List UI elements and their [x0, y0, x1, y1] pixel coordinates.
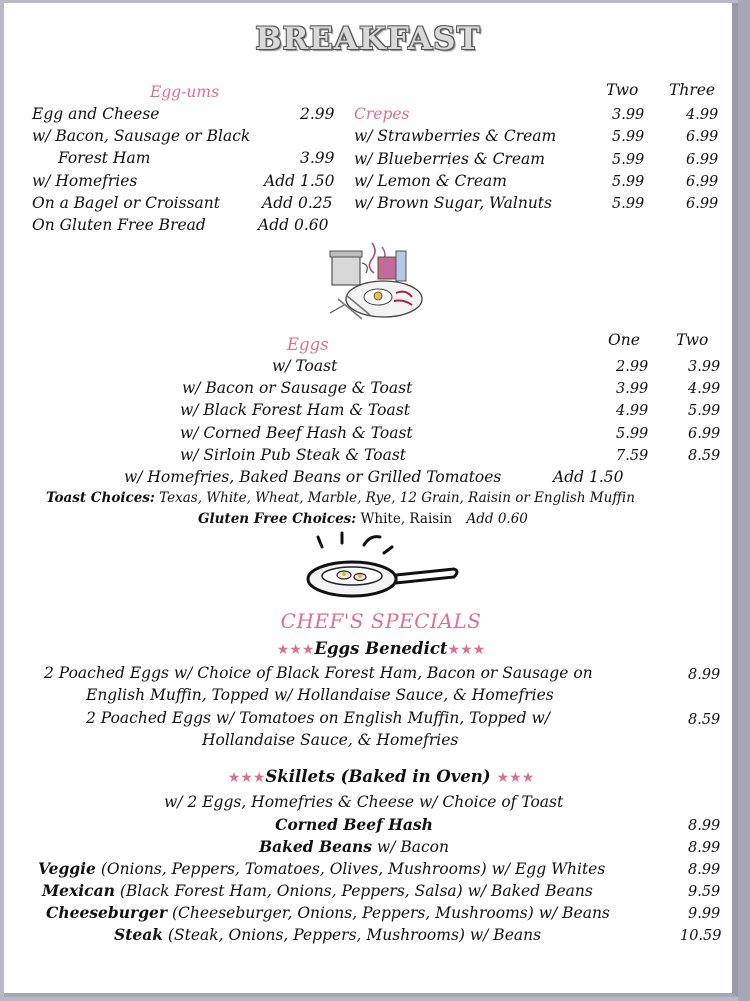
benedict-desc: Hollandaise Sauce, & Homefries	[202, 731, 459, 749]
gluten-free-price: Add 0.60	[466, 511, 528, 527]
egg-ums-price: 3.99	[300, 149, 335, 167]
skillet-name: Baked Beans	[259, 837, 372, 856]
skillets-heading	[4, 767, 750, 786]
skillet-desc: w/ Bacon	[372, 838, 449, 856]
crepes-col-two: Two	[606, 81, 639, 99]
star-icon: ★★★	[227, 770, 266, 786]
benedict-desc: 2 Poached Eggs w/ Tomatoes on English Muffin, Topped w/	[86, 709, 551, 727]
crepes-item: w/ Lemon & Cream	[354, 172, 507, 190]
eggs-benedict-heading	[4, 639, 750, 658]
crepes-price-two: 3.99	[612, 107, 645, 123]
gluten-free-choices	[198, 511, 528, 527]
skillet-item	[4, 837, 704, 856]
page-title: BREAKFAST	[255, 21, 481, 57]
eggs-price-one: 5.99	[616, 426, 649, 442]
toast-choices	[46, 490, 635, 506]
skillet-price: 9.59	[688, 884, 721, 900]
skillet-item	[4, 815, 704, 834]
skillets-title: Skillets (Baked in Oven)	[265, 767, 491, 786]
menu-page	[4, 3, 738, 997]
eggs-price-one: 2.99	[616, 359, 649, 375]
benedict-desc: 2 Poached Eggs w/ Choice of Black Forest Ham, Bacon or Sausage on	[44, 664, 593, 682]
crepes-price-two: 5.99	[612, 152, 645, 168]
crepes-price-three: 4.99	[686, 107, 719, 123]
eggs-price-two: 8.59	[688, 448, 721, 464]
eggs-item: w/ Sirloin Pub Steak & Toast	[180, 446, 407, 464]
eggs-benedict-title: Eggs Benedict	[314, 639, 448, 658]
crepes-price-three: 6.99	[686, 152, 719, 168]
eggs-price-one: 4.99	[616, 403, 649, 419]
eggs-price-two: 5.99	[688, 403, 721, 419]
skillet-desc: (Steak, Onions, Peppers, Mushrooms) w/ Beans	[163, 926, 542, 944]
crepes-item: w/ Brown Sugar, Walnuts	[354, 194, 552, 212]
skillet-desc: (Black Forest Ham, Onions, Peppers, Salsa) w/ Baked Beans	[114, 882, 593, 900]
egg-ums-item: Forest Ham	[58, 149, 151, 167]
skillet-price: 8.99	[688, 840, 721, 856]
eggs-price-two: 4.99	[688, 381, 721, 397]
skillet-item	[114, 925, 541, 944]
eggs-price-two: 3.99	[688, 359, 721, 375]
egg-ums-heading: Egg-ums	[150, 83, 220, 101]
crepes-item: w/ Blueberries & Cream	[354, 150, 545, 168]
benedict-desc: English Muffin, Topped w/ Hollandaise Sauce, & Homefries	[86, 686, 554, 704]
skillet-desc: (Onions, Peppers, Tomatoes, Olives, Mushrooms) w/ Egg Whites	[95, 860, 606, 878]
egg-ums-item: On Gluten Free Bread	[32, 216, 206, 234]
skillet-price: 8.99	[688, 862, 721, 878]
skillet-price: 8.99	[688, 818, 721, 834]
skillet-name: Corned Beef Hash	[275, 815, 433, 834]
skillet-name: Cheeseburger	[46, 903, 168, 922]
crepes-price-two: 5.99	[612, 174, 645, 190]
gluten-free-list: White, Raisin	[360, 511, 453, 527]
eggs-item: w/ Toast	[272, 357, 338, 375]
eggs-heading: Eggs	[287, 335, 329, 354]
crepes-item: w/ Strawberries & Cream	[354, 127, 557, 145]
benedict-price: 8.99	[688, 667, 721, 683]
crepes-price-three: 6.99	[686, 196, 719, 212]
crepes-price-two: 5.99	[612, 129, 645, 145]
chefs-specials-heading: CHEF'S SPECIALS	[280, 609, 482, 633]
skillet-price: 10.59	[680, 928, 722, 944]
skillet-name: Veggie	[38, 859, 96, 878]
eggs-extras: w/ Homefries, Baked Beans or Grilled Tomatoes	[124, 468, 502, 486]
eggs-price-one: 7.59	[616, 448, 649, 464]
egg-ums-price: Add 1.50	[264, 172, 335, 190]
crepes-col-three: Three	[669, 81, 716, 99]
skillet-item	[42, 881, 593, 900]
skillet-name: Steak	[114, 925, 163, 944]
eggs-item: w/ Bacon or Sausage & Toast	[182, 379, 413, 397]
frying-pan-icon	[304, 531, 464, 605]
egg-ums-item: Egg and Cheese	[32, 105, 160, 123]
star-icon: ★★★	[496, 770, 535, 786]
egg-ums-price: 2.99	[300, 105, 335, 123]
eggs-extras-price: Add 1.50	[553, 468, 624, 486]
egg-ums-price: Add 0.25	[262, 194, 333, 212]
star-icon: ★★★	[276, 642, 315, 658]
star-icon: ★★★	[447, 642, 486, 658]
skillet-name: Mexican	[42, 881, 115, 900]
crepes-heading: Crepes	[354, 105, 410, 123]
skillet-price: 9.99	[688, 906, 721, 922]
benedict-price: 8.59	[688, 712, 721, 728]
crepes-price-two: 5.99	[612, 196, 645, 212]
crepes-price-three: 6.99	[686, 174, 719, 190]
skillets-subtitle: w/ 2 Eggs, Homefries & Cheese w/ Choice of Toast	[164, 793, 564, 811]
skillet-item	[38, 859, 605, 878]
toast-choices-list: Texas, White, Wheat, Marble, Rye, 12 Grain, Raisin or English Muffin	[159, 490, 635, 506]
egg-ums-item: w/ Bacon, Sausage or Black	[32, 127, 251, 145]
eggs-price-one: 3.99	[616, 381, 649, 397]
toast-choices-label: Toast Choices:	[46, 490, 155, 506]
eggs-col-two: Two	[676, 331, 709, 349]
eggs-price-two: 6.99	[688, 426, 721, 442]
gluten-free-label: Gluten Free Choices:	[198, 511, 357, 527]
eggs-item: w/ Corned Beef Hash & Toast	[180, 424, 413, 442]
egg-ums-item: On a Bagel or Croissant	[32, 194, 220, 212]
egg-ums-price: Add 0.60	[258, 216, 329, 234]
page-edge	[738, 0, 750, 1001]
skillet-desc: (Cheeseburger, Onions, Peppers, Mushrooms) w/ Beans	[167, 904, 610, 922]
crepes-price-three: 6.99	[686, 129, 719, 145]
egg-ums-item: w/ Homefries	[32, 172, 138, 190]
skillet-item	[46, 903, 610, 922]
breakfast-plate-icon	[322, 237, 426, 325]
eggs-col-one: One	[608, 331, 640, 349]
eggs-item: w/ Black Forest Ham & Toast	[180, 401, 410, 419]
